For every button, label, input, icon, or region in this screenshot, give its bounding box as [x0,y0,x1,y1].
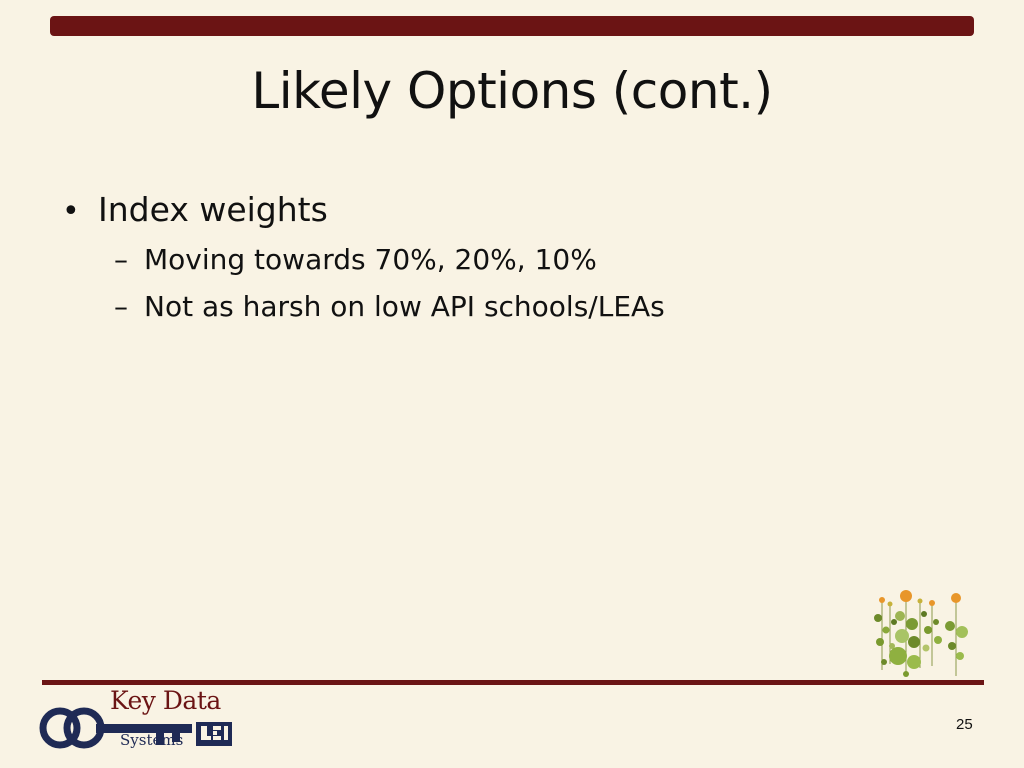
dash-icon: – [114,290,128,323]
sub-bullet-text: Moving towards 70%, 20%, 10% [144,243,597,276]
bottom-divider [42,680,984,685]
logo-name-bottom: Systems [120,731,184,749]
sub-bullet-text: Not as harsh on low API schools/LEAs [144,290,665,323]
bullet-text: Index weights [98,190,328,229]
bullet-dot-icon: • [62,194,80,229]
page-number: 25 [956,716,973,733]
sub-bullet-item [114,243,665,276]
lsi-mark-icon [196,720,232,746]
slide-title: Likely Options (cont.) [251,62,773,120]
logo-name-top: Key Data [110,686,221,715]
sub-bullet-item [114,290,665,323]
bullet-item [62,190,665,229]
key-data-logo [38,686,238,760]
top-accent-bar [50,16,974,36]
dash-icon: – [114,243,128,276]
bullet-list [62,190,665,323]
plant-flowers-icon [868,586,974,680]
